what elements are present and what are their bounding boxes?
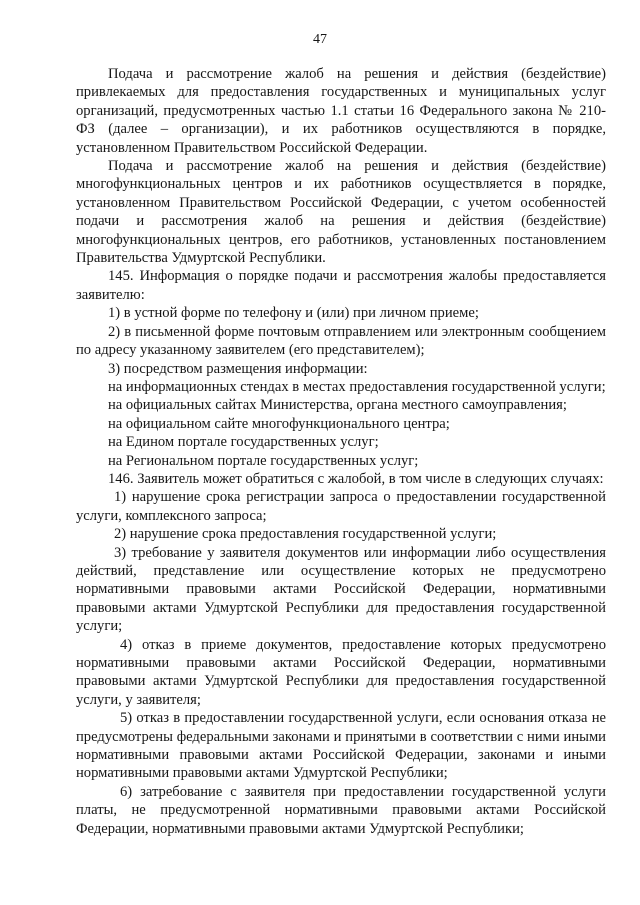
list-item-stands: на информационных стендах в местах предоставления государственной услуги; <box>108 378 606 395</box>
list-item-official-sites: на официальных сайтах Министерства, органа местного самоуправления; <box>108 397 567 414</box>
list-item-146-1: 1) нарушение срока регистрации запроса о предоставлении государственной услуги, комплексного запроса; <box>76 489 606 524</box>
paragraph-145: 145. Информация о порядке подачи и рассмотрения жалобы предоставляется заявителю: <box>76 268 606 303</box>
document-body <box>76 65 606 838</box>
list-item-regional-portal: на Региональном портале государственных услуг; <box>108 452 419 469</box>
list-item-145-2: 2) в письменной форме почтовым отправлением или электронным сообщением по адресу указанному заявителем (его представителем); <box>76 323 606 359</box>
list-item-146-4: 4) отказ в приеме документов, предоставление которых предусмотрено нормативными правовыми актами Российской Федерации, нормативными правовыми актами Удмуртской Республики для предоставления государственной услуги, у заявителя; <box>76 636 606 708</box>
paragraph-146: 146. Заявитель может обратиться с жалобой, в том числе в следующих случаях: <box>108 470 604 487</box>
list-item-unified-portal: на Едином портале государственных услуг; <box>108 434 379 451</box>
paragraph-complaints-organizations: Подача и рассмотрение жалоб на решения и действия (бездействие) привлекаемых для предоставления государственных и муниципальных услуг организаций, предусмотренных частью 1.1 статьи 16 Федерального закона № 210-ФЗ (далее – организации), и их работников осуществляются в порядке, установленном Правительством Российской Федерации. <box>76 66 606 156</box>
list-item-146-3: 3) требование у заявителя документов или информации либо осуществления действий, представление или осуществление которых не предусмотрено нормативными правовыми актами Российской Федерации, нормативными правовыми актами Удмуртской Республики для предоставления государственной услуги; <box>76 544 606 635</box>
list-item-145-1: 1) в устной форме по телефону и (или) при личном приеме; <box>108 305 479 322</box>
list-item-146-5: 5) отказ в предоставлении государственной услуги, если основания отказа не предусмотрены федеральными законами и принятыми в соответствии с ними иными нормативными правовыми актами Российской Федерации, законами и иными нормативными правовыми актами Удмуртской Республики; <box>76 710 606 782</box>
list-item-145-3: 3) посредством размещения информации: <box>108 360 368 377</box>
page-number: 47 <box>313 32 327 47</box>
list-item-146-2: 2) нарушение срока предоставления государственной услуги; <box>114 526 497 543</box>
list-item-146-6: 6) затребование с заявителя при предоставлении государственной услуги платы, не предусмотренной нормативными правовыми актами Российской Федерации, нормативными правовыми актами Удмуртской Республики; <box>76 783 606 837</box>
paragraph-complaints-mfc: Подача и рассмотрение жалоб на решения и действия (бездействие) многофункциональных центров и их работников осуществляется в порядке, установленном Правительством Российской Федерации, с учетом особенностей подачи и рассмотрения жалоб на решения и действия (бездействие) многофункциональных центров, его работников, установленных постановлением Правительства Удмуртской Республики. <box>76 158 606 267</box>
list-item-mfc-site: на официальном сайте многофункционального центра; <box>108 415 450 432</box>
